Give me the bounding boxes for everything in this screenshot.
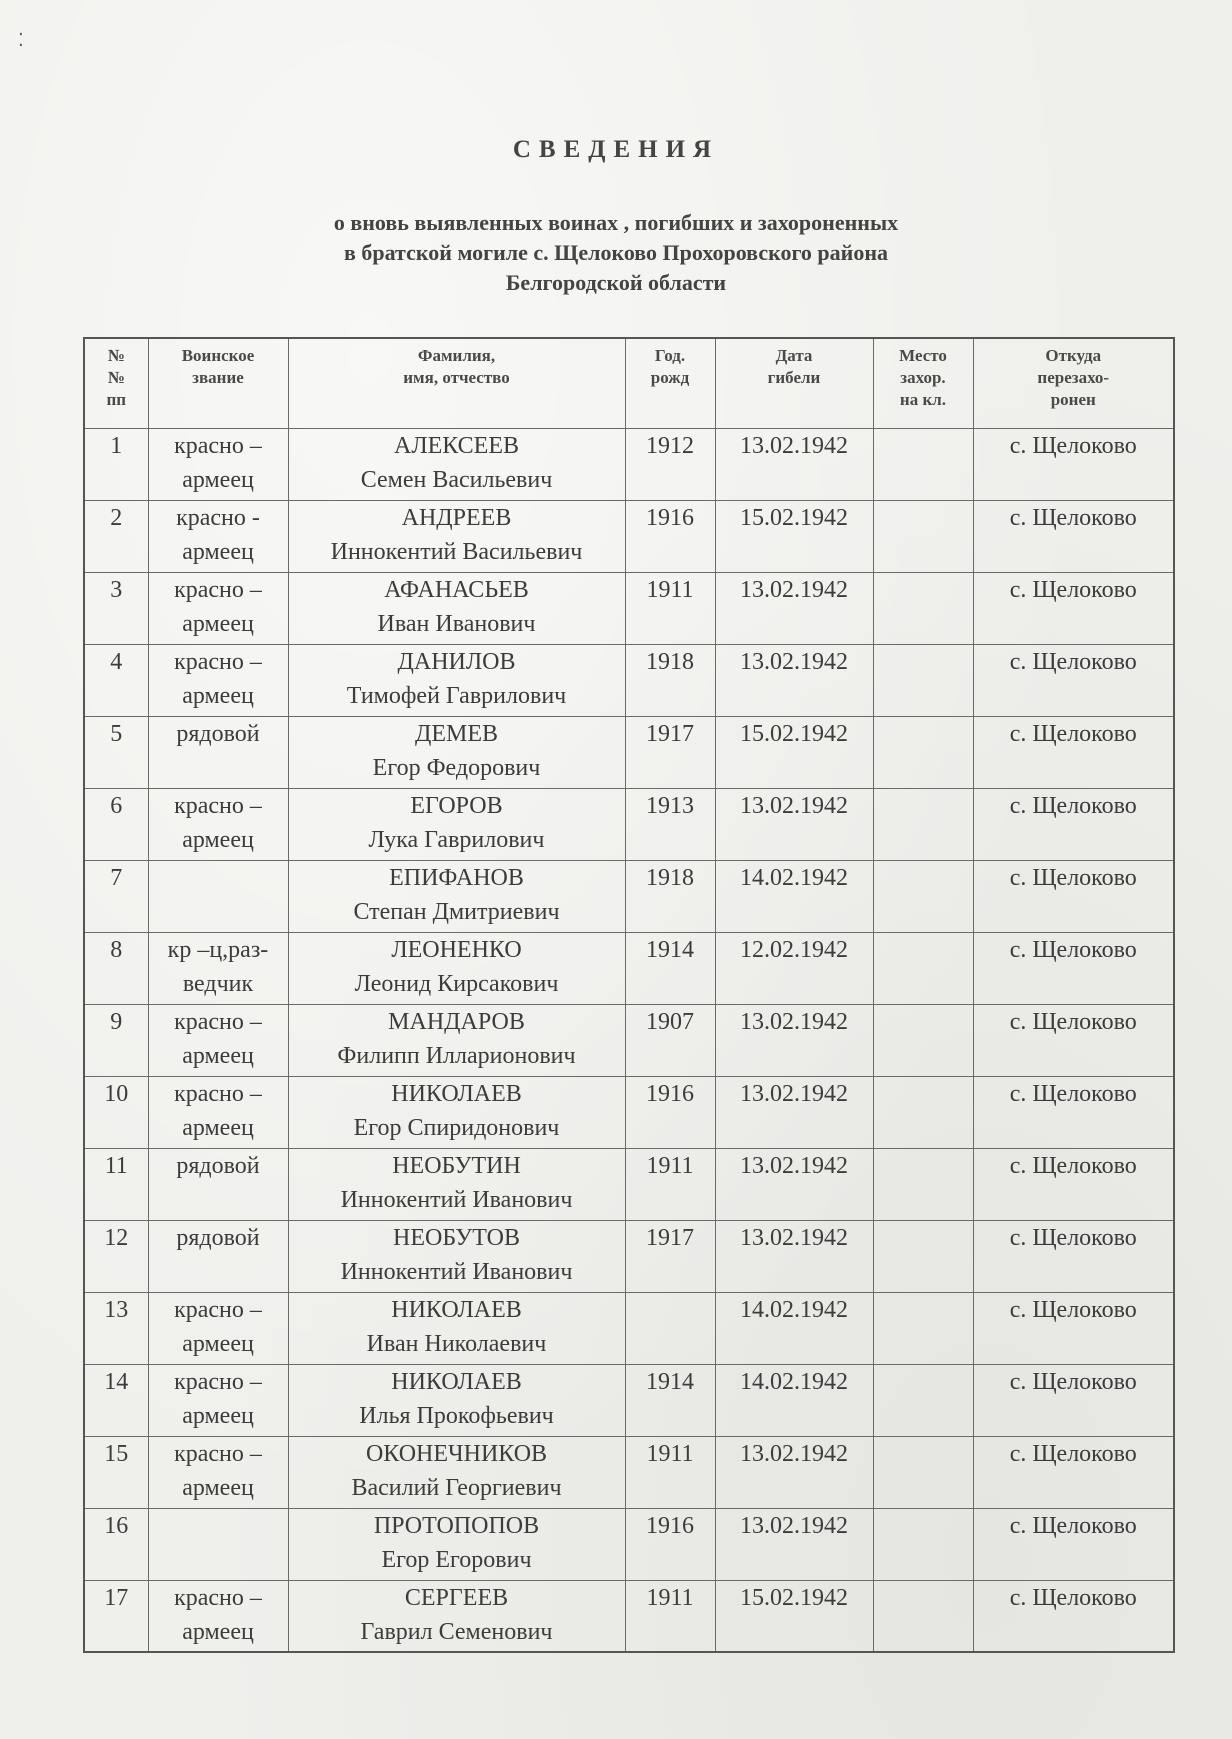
table-row [84,1148,1174,1220]
given-names: Иннокентий Васильевич [330,538,583,565]
row-number: 6 [110,792,123,819]
given-names: Тимофей Гаврилович [346,682,567,709]
header-year [625,338,715,428]
rank-line-1: красно – [174,1008,262,1035]
given-names: Егор Спиридонович [353,1114,560,1141]
burial-place-cell [873,716,973,788]
surname: СЕРГЕЕВ [404,1584,509,1611]
reburied-from-cell [973,716,1174,788]
header-date-line-2: гибели [767,368,821,387]
burial-place-cell [873,788,973,860]
burial-place-cell [873,1580,973,1652]
row-number: 12 [104,1224,129,1251]
birth-year-cell [625,644,715,716]
rank-line-1: кр –ц,раз- [167,936,269,963]
surname: ДЕМЕВ [414,720,499,747]
reburied-from-cell [973,1292,1174,1364]
row-number: 14 [104,1368,129,1395]
rank-cell [148,1148,288,1220]
row-number-cell [84,1004,148,1076]
death-date: 13.02.1942 [740,1440,848,1467]
rank-line-2: армеец [182,1474,254,1501]
birth-year: 1917 [646,1224,694,1251]
reburied-from-cell [973,428,1174,500]
header-from-line-1: Откуда [1045,346,1102,365]
full-name-cell [288,860,625,932]
table-row [84,1436,1174,1508]
table-body [84,428,1174,1652]
reburied-from: с. Щелоково [1009,1224,1137,1251]
rank-line-2: армеец [182,826,254,853]
birth-year-cell [625,1076,715,1148]
table-row [84,1364,1174,1436]
death-date-cell [715,1004,873,1076]
death-date-cell [715,1148,873,1220]
rank-line-2: армеец [182,1330,254,1357]
birth-year: 1916 [646,504,694,531]
burial-place-cell [873,500,973,572]
table-row [84,1292,1174,1364]
birth-year-cell [625,500,715,572]
given-names: Илья Прокофьевич [359,1402,554,1429]
full-name-cell [288,788,625,860]
header-place-line-3: на кл. [899,390,947,409]
death-date-cell [715,1292,873,1364]
birth-year: 1912 [646,432,694,459]
rank-line-1: красно - [176,504,260,531]
rank-line-2: армеец [182,1114,254,1141]
birth-year-cell [625,932,715,1004]
death-date: 13.02.1942 [740,1224,848,1251]
surname: НИКОЛАЕВ [391,1080,522,1107]
given-names: Семен Васильевич [360,466,553,493]
rank-line-2: армеец [182,682,254,709]
given-names: Егор Федорович [372,754,541,781]
death-date: 13.02.1942 [740,1008,848,1035]
row-number-cell [84,716,148,788]
death-date-cell [715,1508,873,1580]
header-place [873,338,973,428]
rank-line-2: армеец [182,610,254,637]
rank-line-1: красно – [174,792,262,819]
row-number-cell [84,1364,148,1436]
reburied-from: с. Щелоково [1009,504,1137,531]
full-name-cell [288,428,625,500]
given-names: Степан Дмитриевич [353,898,560,925]
rank-cell [148,1508,288,1580]
death-date-cell [715,644,873,716]
given-names: Лука Гаврилович [368,826,545,853]
reburied-from: с. Щелоково [1009,432,1137,459]
row-number: 8 [110,936,123,963]
death-date-cell [715,716,873,788]
rank-line-1: красно – [174,576,262,603]
death-date: 13.02.1942 [740,1152,848,1179]
birth-year-cell [625,1148,715,1220]
reburied-from: с. Щелоково [1009,1152,1137,1179]
row-number-cell [84,428,148,500]
surname: ЛЕОНЕНКО [391,936,522,963]
birth-year-cell [625,788,715,860]
burial-records-table [83,337,1175,1653]
reburied-from: с. Щелоково [1009,792,1137,819]
birth-year: 1914 [646,936,694,963]
row-number: 13 [104,1296,129,1323]
row-number: 7 [110,864,123,891]
document-subtitle [0,208,1232,298]
rank-cell [148,1364,288,1436]
burial-place-cell [873,1148,973,1220]
rank-line-2: армеец [182,1618,254,1645]
full-name-cell [288,1436,625,1508]
rank-line-2: армеец [182,1402,254,1429]
reburied-from-cell [973,1076,1174,1148]
reburied-from: с. Щелоково [1009,1368,1137,1395]
header-num [84,338,148,428]
row-number: 11 [104,1152,128,1179]
surname: НЕОБУТИН [392,1152,521,1179]
birth-year-cell [625,860,715,932]
table-header [84,338,1174,428]
rank-line-2: ведчик [182,970,254,997]
rank-line-1: красно – [174,432,262,459]
table-row [84,500,1174,572]
death-date: 13.02.1942 [740,1512,848,1539]
death-date-cell [715,428,873,500]
row-number: 3 [110,576,123,603]
death-date: 13.02.1942 [740,792,848,819]
row-number-cell [84,932,148,1004]
death-date: 12.02.1942 [740,936,848,963]
header-date [715,338,873,428]
row-number-cell [84,1220,148,1292]
header-year-line-1: Год. [654,346,686,365]
surname: АНДРЕЕВ [401,504,512,531]
table-row [84,932,1174,1004]
death-date: 14.02.1942 [740,1368,848,1395]
burial-place-cell [873,572,973,644]
rank-cell [148,428,288,500]
given-names: Филипп Илларионович [337,1042,576,1069]
row-number: 16 [104,1512,129,1539]
row-number-cell [84,1580,148,1652]
full-name-cell [288,1004,625,1076]
header-num-line-3: пп [106,390,127,409]
full-name-cell [288,932,625,1004]
burial-place-cell [873,1364,973,1436]
given-names: Леонид Кирсакович [354,970,559,997]
rank-line-1: красно – [174,1440,262,1467]
birth-year-cell [625,572,715,644]
burial-place-cell [873,1508,973,1580]
table-row [84,1580,1174,1652]
row-number-cell [84,1436,148,1508]
rank-line-2: армеец [182,1042,254,1069]
burial-place-cell [873,1004,973,1076]
reburied-from-cell [973,860,1174,932]
reburied-from: с. Щелоково [1009,720,1137,747]
birth-year: 1913 [646,792,694,819]
rank-cell [148,860,288,932]
full-name-cell [288,1076,625,1148]
full-name-cell [288,1580,625,1652]
surname: НИКОЛАЕВ [391,1296,522,1323]
header-rank-line-2: звание [192,368,244,387]
full-name-cell [288,1364,625,1436]
reburied-from-cell [973,1148,1174,1220]
table-row [84,1076,1174,1148]
given-names: Иннокентий Иванович [340,1186,573,1213]
header-num-line-2: № [107,368,125,387]
surname: ПРОТОПОПОВ [373,1512,540,1539]
row-number: 17 [104,1584,129,1611]
reburied-from-cell [973,1220,1174,1292]
full-name-cell [288,1508,625,1580]
corner-mark: ⁚ [18,30,24,50]
row-number-cell [84,1148,148,1220]
reburied-from-cell [973,500,1174,572]
reburied-from: с. Щелоково [1009,576,1137,603]
full-name-cell [288,1220,625,1292]
rank-line-1: красно – [174,1296,262,1323]
birth-year-cell [625,1580,715,1652]
row-number: 15 [104,1440,129,1467]
birth-year: 1911 [646,1152,694,1179]
given-names: Иннокентий Иванович [340,1258,573,1285]
row-number-cell [84,788,148,860]
table-row [84,572,1174,644]
death-date-cell [715,572,873,644]
surname: НИКОЛАЕВ [391,1368,522,1395]
table-row [84,860,1174,932]
rank-line-1: рядовой [176,1224,260,1251]
birth-year: 1911 [646,576,694,603]
surname: ЕГОРОВ [410,792,503,819]
table-row [84,788,1174,860]
reburied-from: с. Щелоково [1009,648,1137,675]
subtitle-line-2: в братской могиле с. Щелоково Прохоровского района [344,240,888,265]
header-place-line-1: Место [899,346,947,365]
header-place-line-2: захор. [900,368,946,387]
given-names: Гаврил Семенович [360,1618,553,1645]
surname: ЕПИФАНОВ [389,864,524,891]
header-num-line-1: № [107,346,125,365]
burial-place-cell [873,1076,973,1148]
table-row [84,1004,1174,1076]
surname: АФАНАСЬЕВ [384,576,529,603]
rank-line-1: красно – [174,1368,262,1395]
reburied-from: с. Щелоково [1009,1512,1137,1539]
death-date-cell [715,1436,873,1508]
row-number: 4 [110,648,123,675]
table-row [84,428,1174,500]
surname: АЛЕКСЕЕВ [393,432,519,459]
row-number-cell [84,500,148,572]
rank-cell [148,572,288,644]
reburied-from-cell [973,572,1174,644]
row-number: 5 [110,720,123,747]
rank-cell [148,932,288,1004]
birth-year: 1911 [646,1440,694,1467]
rank-cell [148,644,288,716]
birth-year-cell [625,1220,715,1292]
given-names: Иван Иванович [377,610,536,637]
burial-place-cell [873,644,973,716]
row-number-cell [84,644,148,716]
reburied-from: с. Щелоково [1009,1440,1137,1467]
header-from-line-2: перезахо- [1037,368,1110,387]
subtitle-line-3: Белгородской области [505,270,727,295]
header-name-line-1: Фамилия, [417,346,496,365]
burial-place-cell [873,860,973,932]
reburied-from: с. Щелоково [1009,1008,1137,1035]
reburied-from: с. Щелоково [1009,864,1137,891]
birth-year-cell [625,1004,715,1076]
reburied-from: с. Щелоково [1009,1584,1137,1611]
reburied-from-cell [973,788,1174,860]
given-names: Иван Николаевич [366,1330,547,1357]
birth-year: 1911 [646,1584,694,1611]
reburied-from: с. Щелоково [1009,1296,1137,1323]
death-date: 15.02.1942 [740,720,848,747]
surname: МАНДАРОВ [388,1008,525,1035]
death-date-cell [715,1580,873,1652]
death-date: 15.02.1942 [740,1584,848,1611]
full-name-cell [288,1148,625,1220]
birth-year-cell [625,428,715,500]
given-names: Егор Егорович [381,1546,532,1573]
reburied-from-cell [973,1436,1174,1508]
birth-year: 1916 [646,1512,694,1539]
reburied-from-cell [973,1508,1174,1580]
reburied-from-cell [973,644,1174,716]
table-row [84,716,1174,788]
row-number-cell [84,1292,148,1364]
row-number-cell [84,1508,148,1580]
death-date: 13.02.1942 [740,576,848,603]
rank-cell [148,1580,288,1652]
header-name [288,338,625,428]
death-date-cell [715,932,873,1004]
header-row [84,338,1174,428]
given-names: Василий Георгиевич [351,1474,562,1501]
death-date: 14.02.1942 [740,1296,848,1323]
full-name-cell [288,500,625,572]
death-date-cell [715,860,873,932]
row-number-cell [84,860,148,932]
rank-cell [148,1076,288,1148]
rank-cell [148,1436,288,1508]
rank-cell [148,1004,288,1076]
death-date: 13.02.1942 [740,648,848,675]
death-date-cell [715,1076,873,1148]
row-number: 9 [110,1008,123,1035]
document-title: СВЕДЕНИЯ [512,136,720,163]
rank-line-1: рядовой [176,720,260,747]
burial-place-cell [873,1436,973,1508]
full-name-cell [288,644,625,716]
rank-line-2: армеец [182,538,254,565]
reburied-from-cell [973,1364,1174,1436]
death-date: 13.02.1942 [740,432,848,459]
table-row [84,1220,1174,1292]
surname: ОКОНЕЧНИКОВ [365,1440,548,1467]
burial-place-cell [873,1220,973,1292]
header-rank-line-1: Воинское [181,346,255,365]
death-date-cell [715,788,873,860]
birth-year: 1907 [646,1008,694,1035]
rank-line-1: красно – [174,648,262,675]
reburied-from: с. Щелоково [1009,1080,1137,1107]
rank-cell [148,1292,288,1364]
header-date-line-1: Дата [775,346,813,365]
death-date-cell [715,1364,873,1436]
row-number-cell [84,1076,148,1148]
full-name-cell [288,1292,625,1364]
row-number: 10 [104,1080,129,1107]
header-from [973,338,1174,428]
burial-place-cell [873,428,973,500]
birth-year: 1918 [646,648,694,675]
rank-line-1: рядовой [176,1152,260,1179]
header-rank [148,338,288,428]
full-name-cell [288,572,625,644]
birth-year-cell [625,1508,715,1580]
rank-line-2: армеец [182,466,254,493]
table-row [84,644,1174,716]
rank-line-1: красно – [174,1584,262,1611]
header-from-line-3: ронен [1050,390,1096,409]
rank-line-1: красно – [174,1080,262,1107]
death-date: 13.02.1942 [740,1080,848,1107]
death-date: 15.02.1942 [740,504,848,531]
row-number: 2 [110,504,123,531]
row-number-cell [84,572,148,644]
rank-cell [148,1220,288,1292]
table-row [84,1508,1174,1580]
birth-year: 1918 [646,864,694,891]
rank-cell [148,788,288,860]
birth-year-cell [625,1364,715,1436]
birth-year: 1917 [646,720,694,747]
birth-year-cell [625,716,715,788]
reburied-from-cell [973,932,1174,1004]
birth-year-cell [625,1292,715,1364]
reburied-from-cell [973,1580,1174,1652]
rank-cell [148,500,288,572]
surname: ДАНИЛОВ [397,648,516,675]
death-date-cell [715,500,873,572]
header-year-line-2: рожд [650,368,690,387]
reburied-from-cell [973,1004,1174,1076]
header-name-line-2: имя, отчество [403,368,510,387]
full-name-cell [288,716,625,788]
birth-year-cell [625,1436,715,1508]
subtitle-line-1: о вновь выявленных воинах , погибших и захороненных [333,210,899,235]
death-date-cell [715,1220,873,1292]
reburied-from: с. Щелоково [1009,936,1137,963]
row-number: 1 [110,432,123,459]
death-date: 14.02.1942 [740,864,848,891]
rank-cell [148,716,288,788]
birth-year: 1914 [646,1368,694,1395]
birth-year: 1916 [646,1080,694,1107]
surname: НЕОБУТОВ [393,1224,520,1251]
burial-place-cell [873,1292,973,1364]
burial-place-cell [873,932,973,1004]
